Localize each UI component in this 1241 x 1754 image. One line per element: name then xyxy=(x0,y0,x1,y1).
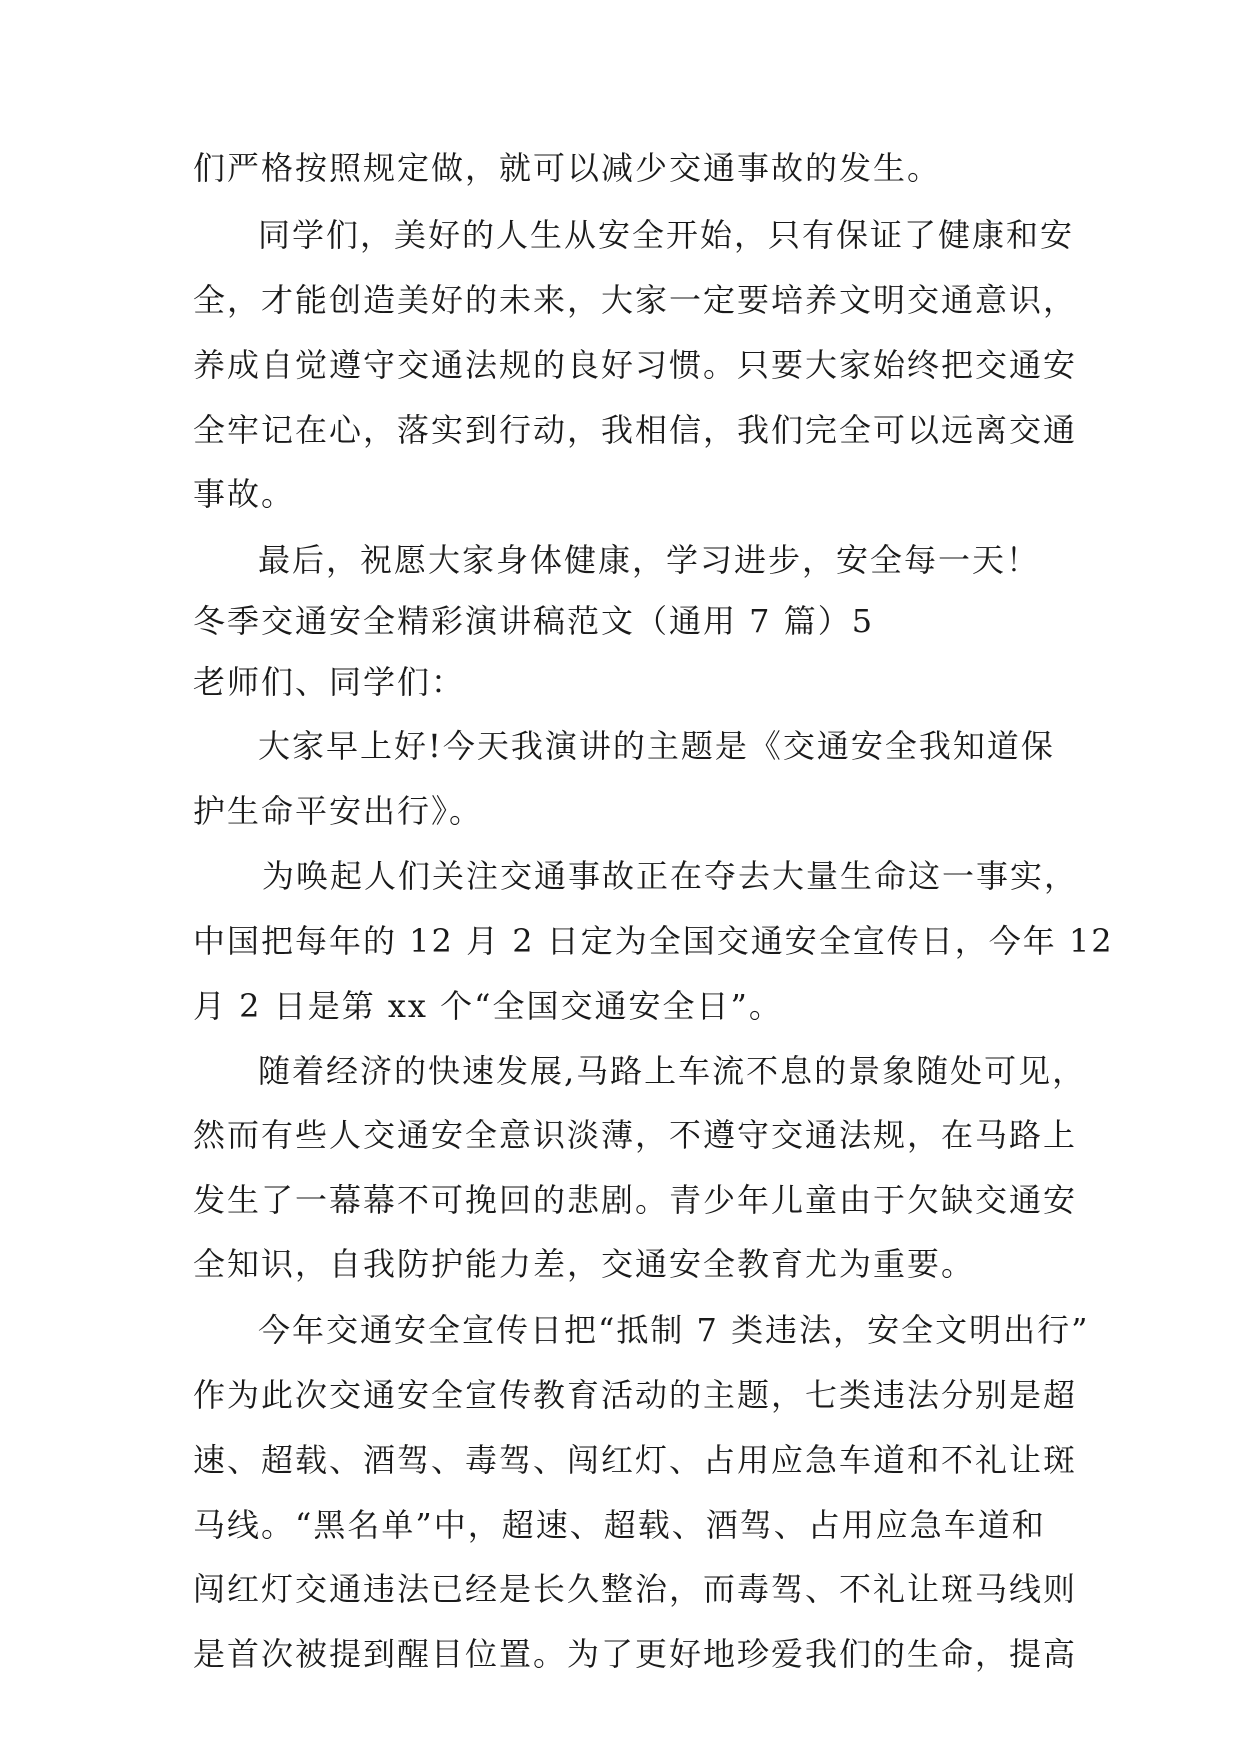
text-line: 护生命平安出行》。 xyxy=(193,792,484,830)
text-line: 速、超载、酒驾、毒驾、闯红灯、占用应急车道和不礼让斑 xyxy=(193,1441,1078,1479)
text-line: 全，才能创造美好的未来，大家一定要培养文明交通意识， xyxy=(193,281,1078,319)
text-line: 马线。“黑名单”中，超速、超载、酒驾、占用应急车道和 xyxy=(193,1506,1046,1544)
text-line: 们严格按照规定做，就可以减少交通事故的发生。 xyxy=(193,149,942,187)
text-line: 事故。 xyxy=(193,475,296,513)
text-line: 发生了一幕幕不可挽回的悲剧。青少年儿童由于欠缺交通安 xyxy=(193,1181,1078,1219)
text-line: 作为此次交通安全宣传教育活动的主题，七类违法分别是超 xyxy=(193,1376,1078,1414)
text-line: 今年交通安全宣传日把“抵制 7 类违法，安全文明出行” xyxy=(258,1311,1090,1349)
salutation: 老师们、同学们： xyxy=(193,663,466,701)
text-line: 然而有些人交通安全意识淡薄，不遵守交通法规，在马路上 xyxy=(193,1116,1078,1154)
text-line: 养成自觉遵守交通法规的良好习惯。只要大家始终把交通安 xyxy=(193,346,1078,384)
text-line: 随着经济的快速发展,马路上车流不息的景象随处可见， xyxy=(258,1052,1087,1090)
text-line: 闯红灯交通违法已经是长久整治，而毒驾、不礼让斑马线则 xyxy=(193,1570,1078,1608)
text-line: 大家早上好!今天我演讲的主题是《交通安全我知道保 xyxy=(258,727,1055,765)
text-line: 为唤起人们关注交通事故正在夺去大量生命这一事实， xyxy=(262,857,1079,895)
text-line: 同学们，美好的人生从安全开始，只有保证了健康和安 xyxy=(258,216,1075,254)
text-line: 是首次被提到醒目位置。为了更好地珍爱我们的生命，提高 xyxy=(193,1635,1078,1673)
text-line: 全牢记在心，落实到行动，我相信，我们完全可以远离交通 xyxy=(193,411,1078,449)
text-line: 最后，祝愿大家身体健康，学习进步，安全每一天！ xyxy=(258,541,1041,579)
text-line: 中国把每年的 12 月 2 日定为全国交通安全宣传日，今年 12 xyxy=(193,922,1114,960)
text-line: 月 2 日是第 xx 个“全国交通安全日”。 xyxy=(193,987,783,1025)
text-line: 全知识，自我防护能力差，交通安全教育尤为重要。 xyxy=(193,1245,976,1283)
section-heading: 冬季交通安全精彩演讲稿范文（通用 7 篇）5 xyxy=(193,602,875,640)
